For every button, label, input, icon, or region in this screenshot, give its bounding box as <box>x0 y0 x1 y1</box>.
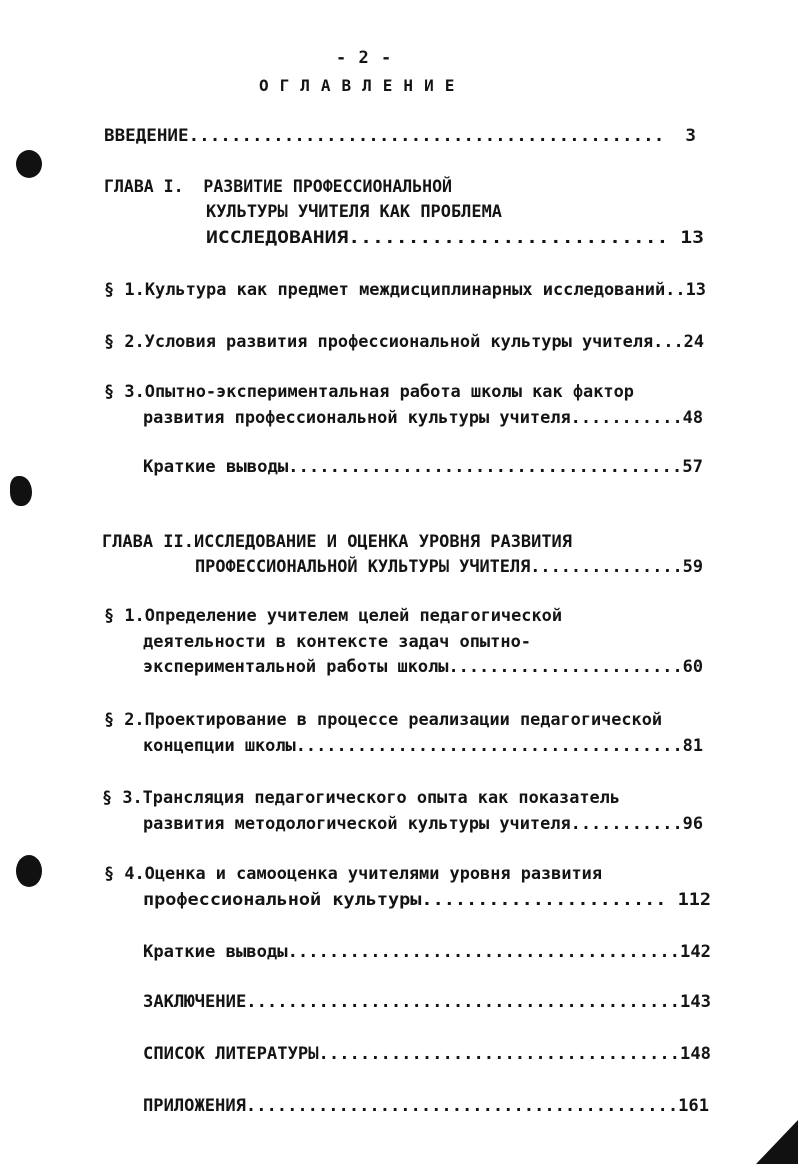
toc-bibliography: СПИСОК ЛИТЕРАТУРЫ...................................148 <box>143 1044 711 1064</box>
toc-chapter-1-line-3: ИССЛЕДОВАНИЯ........................... 13 <box>206 228 704 248</box>
corner-shadow <box>748 1120 798 1164</box>
toc-section-2-4-line-2: профессиональной культуры...................... 112 <box>143 890 711 910</box>
page-title: ОГЛАВЛЕНИЕ <box>259 76 466 95</box>
toc-chapter-2-line-1: ГЛАВА II.ИССЛЕДОВАНИЕ И ОЦЕНКА УРОВНЯ РАЗВИТИЯ <box>102 532 572 552</box>
toc-chapter-2-line-2: ПРОФЕССИОНАЛЬНОЙ КУЛЬТУРЫ УЧИТЕЛЯ...............59 <box>195 557 703 577</box>
toc-chapter-1-summary: Краткие выводы......................................57 <box>143 457 703 477</box>
toc-appendices: ПРИЛОЖЕНИЯ..........................................161 <box>143 1096 709 1116</box>
toc-chapter-1-line-2: КУЛЬТУРЫ УЧИТЕЛЯ КАК ПРОБЛЕМА <box>206 202 502 222</box>
page-number: - 2 - <box>336 48 393 68</box>
punch-hole-bottom <box>16 855 42 887</box>
toc-section-1-3-line-1: § 3.Опытно-экспериментальная работа школы как фактор <box>104 382 634 402</box>
toc-section-2-1-line-3: экспериментальной работы школы.......................60 <box>143 657 703 677</box>
toc-section-1-2: § 2.Условия развития профессиональной культуры учителя...24 <box>104 332 704 352</box>
toc-section-2-2-line-1: § 2.Проектирование в процессе реализации педагогической <box>104 710 662 730</box>
toc-section-2-1-line-1: § 1.Определение учителем целей педагогической <box>104 606 562 626</box>
toc-section-2-1-line-2: деятельности в контексте задач опытно- <box>143 632 531 652</box>
toc-chapter-1-line-1: ГЛАВА I. РАЗВИТИЕ ПРОФЕССИОНАЛЬНОЙ <box>104 177 452 197</box>
toc-section-1-1: § 1.Культура как предмет междисциплинарных исследований..13 <box>104 280 706 300</box>
toc-conclusion: ЗАКЛЮЧЕНИЕ..........................................143 <box>143 992 711 1012</box>
punch-hole-middle <box>10 476 32 506</box>
toc-section-2-2-line-2: концепции школы......................................81 <box>143 736 703 756</box>
toc-chapter-2-summary: Краткие выводы......................................142 <box>143 942 711 962</box>
toc-introduction: ВВЕДЕНИЕ............................................. 3 <box>104 126 696 146</box>
toc-section-1-3-line-2: развития профессиональной культуры учителя...........48 <box>143 408 703 428</box>
toc-section-2-4-line-1: § 4.Оценка и самооценка учителями уровня развития <box>104 864 602 884</box>
toc-section-2-3-line-2: развития методологической культуры учителя...........96 <box>143 814 703 834</box>
toc-section-2-3-line-1: § 3.Трансляция педагогического опыта как показатель <box>102 788 620 808</box>
punch-hole-top <box>16 150 42 178</box>
